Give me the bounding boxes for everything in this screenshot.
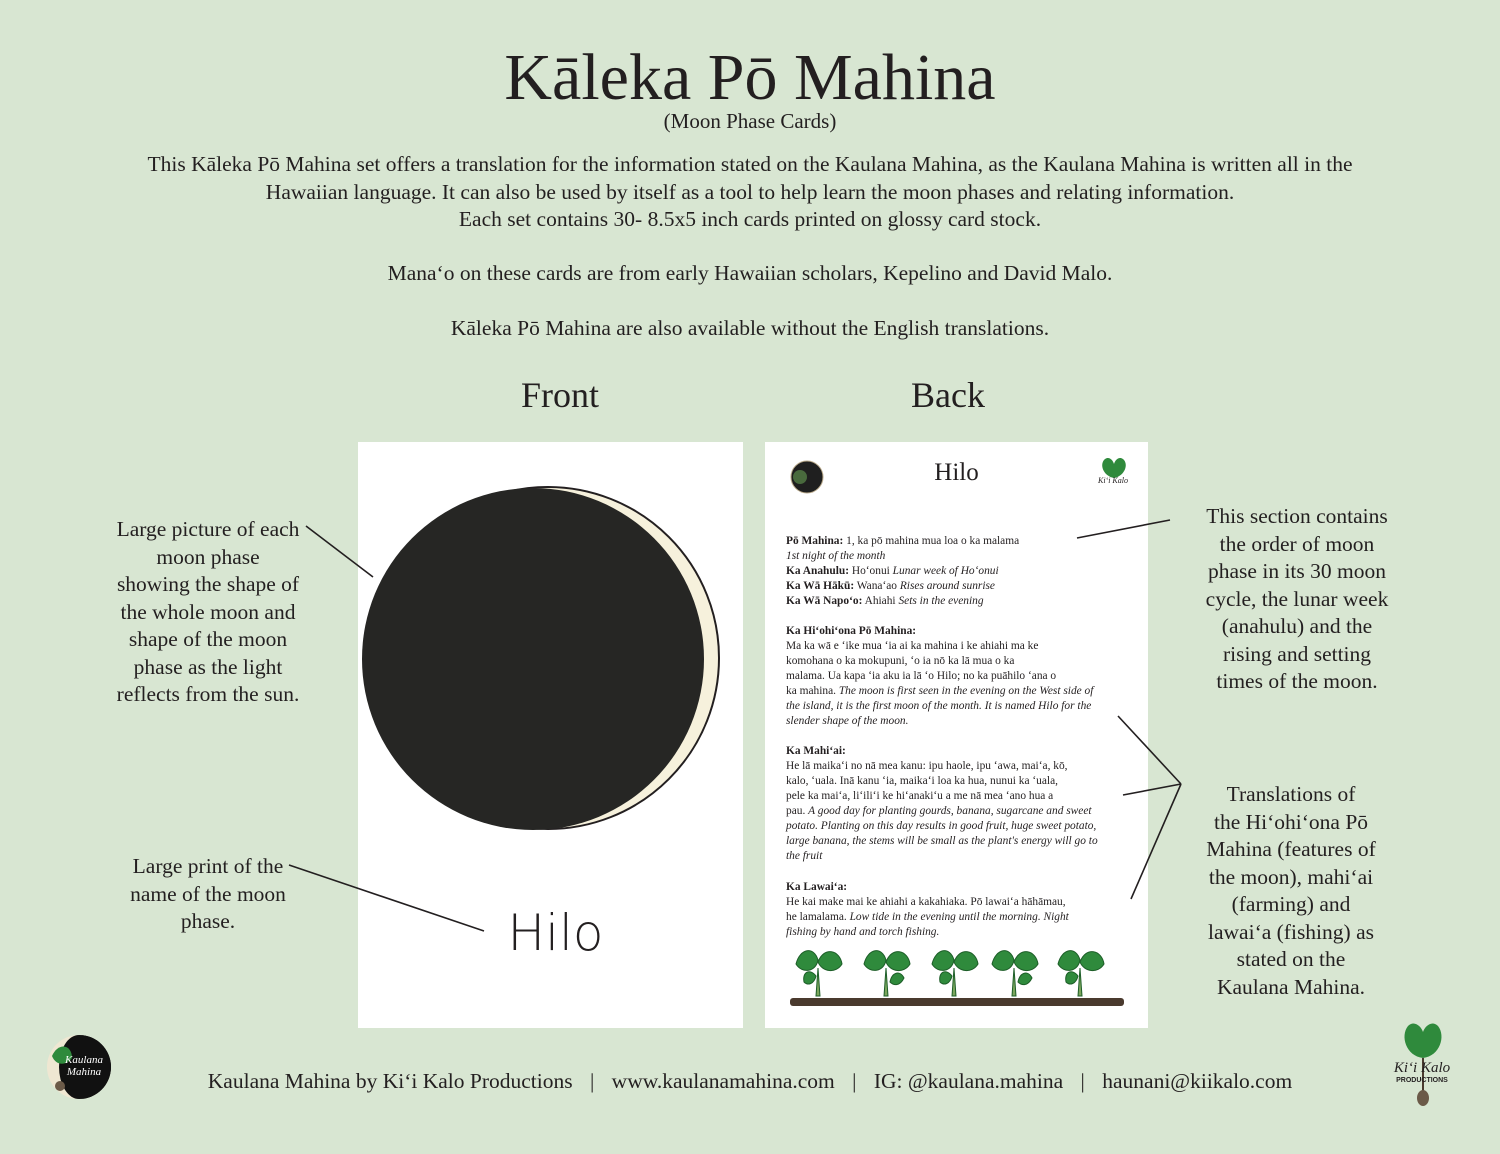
back-section-features [786,624,1130,729]
intro-line: Each set contains 30- 8.5x5 inch cards printed on glossy card stock. [458,207,1042,231]
front-phase-name: Hilo [507,904,604,962]
annotation-line: This section contains [1206,504,1388,528]
annotation-line: the moon), mahiʻai [1208,864,1374,889]
back-line: slender shape of the moon. [786,715,909,727]
annotation-line: phase. [180,909,236,933]
section-heading: Ka Hiʻohiʻona Pō Mahina: [786,625,917,637]
section-heading: Ka Mahiʻai: [786,745,846,757]
annotation-line: cycle, the lunar week [1205,586,1389,611]
annotation-large-print [100,853,316,936]
annotation-line: Large picture of each [116,517,300,541]
kalo-plants-image [786,938,1128,1014]
annotation-line: Mahina (features of [1206,837,1376,861]
back-section-order [786,534,1130,609]
back-heading: Back [911,375,985,415]
back-line: pele ka maiʻa, liʻiliʻi ke hiʻanakiʻu a me nā mea ʻano hua a [786,790,1054,802]
intro-availability: Kāleka Pō Mahina are also available without the English translations. [450,316,1050,340]
back-line: kalo, ʻuala. Inā kanu ʻia, maikaʻi loa ka hua, nunui ka ʻuala, [786,775,1059,787]
annotation-section-info [1190,503,1404,696]
annotation-line: stated on the [1236,947,1346,971]
back-line: Ka Anahulu: Hoʻonui Lunar week of Hoʻonui [786,565,999,577]
annotation-line: Kaulana Mahina. [1216,974,1366,999]
footer-separator: | [852,1069,857,1093]
intro-paragraph [80,151,1420,234]
intro-sources: Manaʻo on these cards are from early Hawaiian scholars, Kepelino and David Malo. [387,261,1113,285]
annotation-line: reflects from the sun. [116,682,300,706]
back-line: the island, it is the first moon of the month. It is named Hilo for the [786,700,1092,712]
back-phase-name: Hilo [934,459,979,486]
annotation-line: lawaiʻa (fishing) as [1208,919,1374,944]
kaulana-mahina-logo-text: Kaulana Mahina [65,1054,103,1078]
back-line: Ka Wā Napoʻo: Ahiahi Sets in the evening [786,595,984,607]
back-section-farming [786,744,1130,864]
footer-instagram-link[interactable]: IG: @kaulana.mahina [873,1069,1064,1093]
back-line: pau. A good day for planting gourds, banana, sugarcane and sweet [786,805,1092,817]
annotation-line: phase in its 30 moon [1208,559,1386,583]
back-line: Ma ka wā e ʻike mua ʻia ai ka mahina i ke ahiahi ma ke [786,640,1039,652]
back-line: potato. Planting on this day results in good fruit, huge sweet potato, [786,820,1097,832]
back-line: fishing by hand and torch fishing. [786,926,940,938]
back-section-fishing [786,880,1130,940]
back-line: He lā maikaʻi no nā mea kanu: ipu haole, ipu ʻawa, maiʻa, kō, [786,760,1068,772]
intro-line: Hawaiian language. It can also be used by itself as a tool to help learn the moon phases and relating information. [265,179,1235,204]
back-line: he lamalama. Low tide in the evening until the morning. Night [786,911,1069,923]
annotation-line: (farming) and [1231,892,1351,916]
footer-email-link[interactable]: haunani@kiikalo.com [1102,1069,1293,1093]
annotation-line: times of the moon. [1216,669,1378,693]
back-line: Ka Wā Hākū: Wanaʻao Rises around sunrise [786,580,995,592]
moon-shadow [362,488,704,830]
annotation-line: the Hiʻohiʻona Pō [1213,809,1369,834]
annotation-translations [1184,781,1398,1001]
section-heading: Ka Lawaiʻa: [786,881,848,893]
annotation-moon-picture [100,516,316,709]
back-line: komohana o ka mokupuni, ʻo ia nō ka lā mua o ka [786,655,1015,667]
kii-kalo-logo-subtext: PRODUCTIONS [1396,1077,1448,1084]
back-line: malama. Ua kapa ʻia aku ia lā ʻo Hilo; no ka puāhilo ʻana o [786,670,1057,682]
back-line: 1st night of the month [786,550,886,562]
footer-contact [0,1067,1500,1095]
annotation-line: the order of moon [1219,531,1375,556]
annotation-line: showing the shape of [116,572,300,596]
footer-separator: | [1080,1069,1085,1093]
back-line: He kai make mai ke ahiahi a kakahiaka. Pō lawaiʻa hāhāmau, [786,896,1066,908]
back-line: Pō Mahina: 1, ka pō mahina mua loa o ka malama [786,535,1020,547]
annotation-line: shape of the moon [128,627,288,651]
front-heading: Front [520,375,599,415]
page-title: Kāleka Pō Mahina [504,41,996,114]
annotation-line: rising and setting [1222,641,1372,666]
back-line: ka mahina. The moon is first seen in the evening on the West side of [786,685,1094,697]
annotation-line: Large print of the [132,854,284,878]
back-line: large banana, the stems will be small as the plant's energy will go to [786,835,1098,847]
kii-kalo-logo-text: Kiʻi Kalo [1393,1060,1451,1076]
footer-website-link[interactable]: www.kaulanamahina.com [611,1069,835,1093]
annotation-line: name of the moon [130,881,286,906]
annotation-line: the whole moon and [120,599,296,624]
intro-line: This Kāleka Pō Mahina set offers a translation for the information stated on the Kaulana Mahina, as the Kaulana Mahina is written all in the [147,152,1353,176]
annotation-line: phase as the light [133,654,283,679]
footer-credit: Kaulana Mahina by Kiʻi Kalo Productions [207,1069,573,1093]
page-subtitle: (Moon Phase Cards) [663,109,837,133]
kii-kalo-small-logo: Kiʻi Kalo [1097,476,1128,485]
annotation-line: Translations of [1226,782,1356,806]
back-line: the fruit [786,850,823,862]
footer-separator: | [589,1069,595,1093]
annotation-line: (anahulu) and the [1221,614,1373,638]
annotation-line: moon phase [156,544,260,569]
